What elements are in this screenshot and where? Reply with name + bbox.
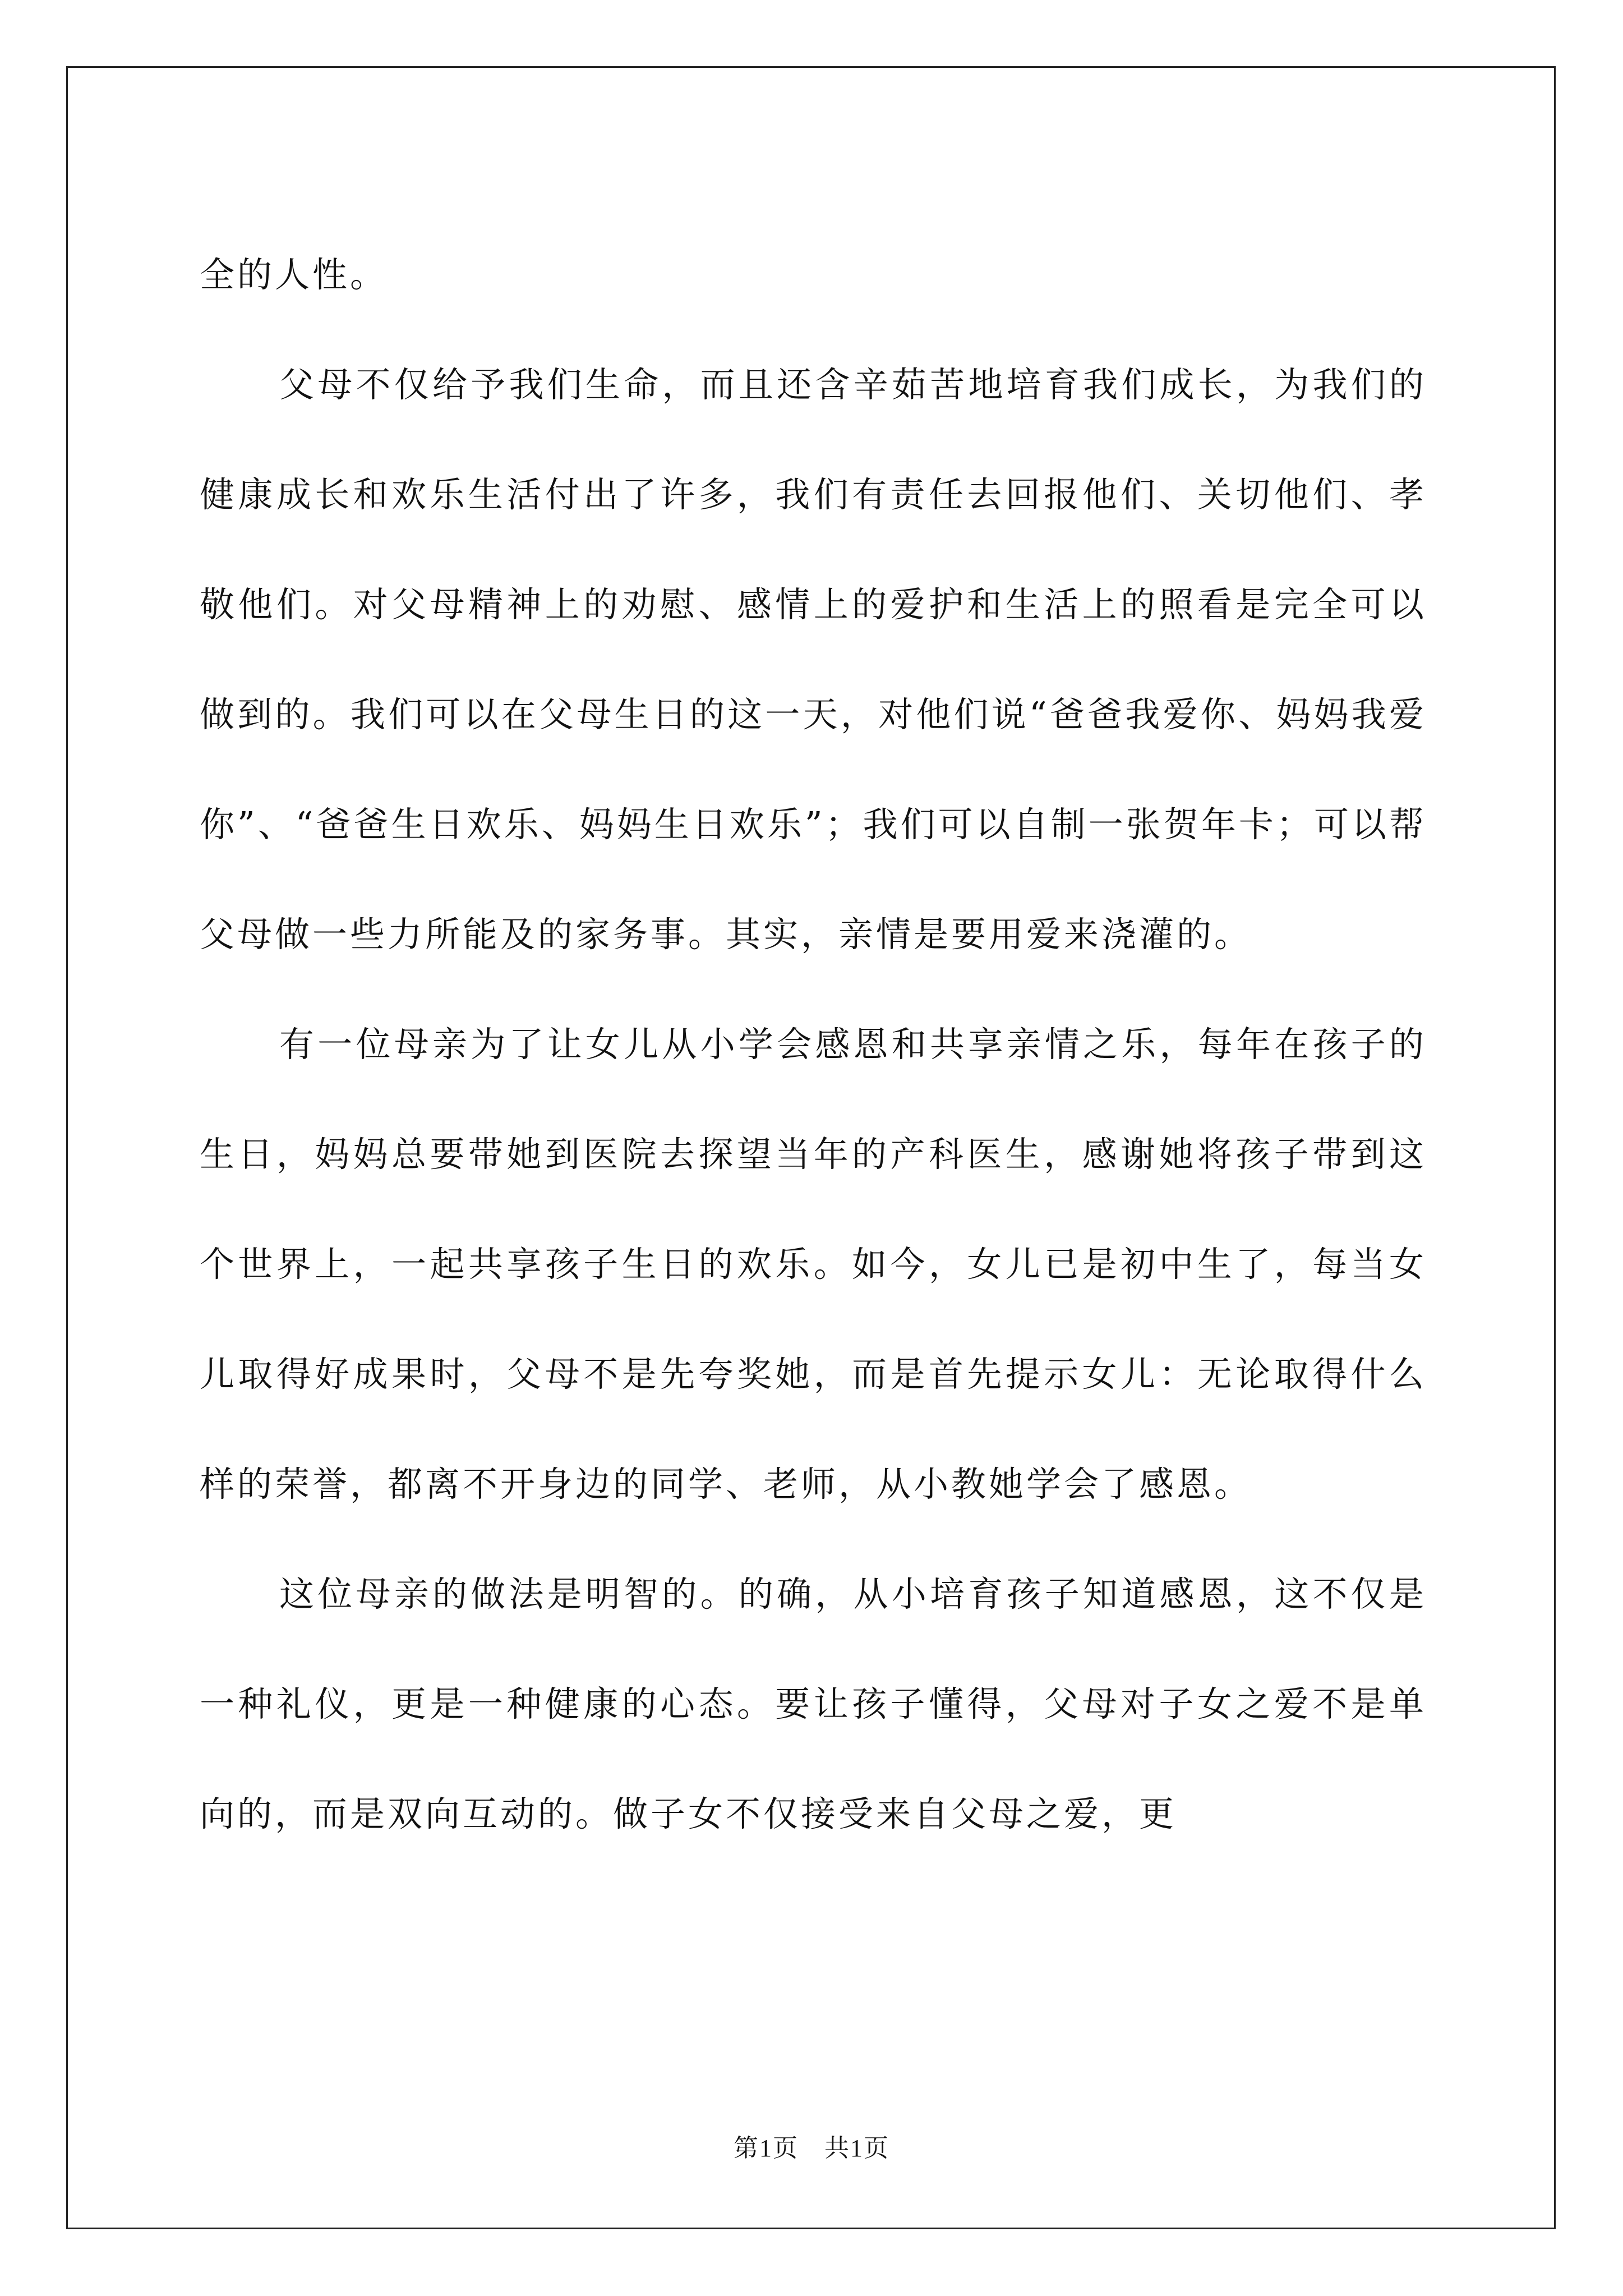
paragraph-1: 全的人性。 bbox=[200, 254, 388, 295]
document-body bbox=[200, 220, 1427, 1869]
paragraph-4: 这位母亲的做法是明智的。的确，从小培育孩子知道感恩，这不仅是一种礼仪，更是一种健康的心态。要让孩子懂得，父母对子女之爱不是单向的，而是双向互动的。做子女不仅接受来自父母之爱，更 bbox=[200, 1573, 1427, 1834]
paragraph-3: 有一位母亲为了让女儿从小学会感恩和共享亲情之乐，每年在孩子的生日，妈妈总要带她到医院去探望当年的产科医生，感谢她将孩子带到这个世界上，一起共享孩子生日的欢乐。如今，女儿已是初中生了，每当女儿取得好成果时，父母不是先夸奖她，而是首先提示女儿：无论取得什么样的荣誉，都离不开身边的同学、老师，从小教她学会了感恩。 bbox=[200, 1024, 1427, 1504]
page-number-footer: 第1页 共1页 bbox=[734, 2134, 889, 2162]
paragraph-2: 父母不仅给予我们生命，而且还含辛茹苦地培育我们成长，为我们的健康成长和欢乐生活付出了许多，我们有责任去回报他们、关切他们、孝敬他们。对父母精神上的劝慰、感情上的爱护和生活上的照看是完全可以做到的。我们可以在父母生日的这一天，对他们说“爸爸我爱你、妈妈我爱你”、“爸爸生日欢乐、妈妈生日欢乐”；我们可以自制一张贺年卡；可以帮父母做一些力所能及的家务事。其实，亲情是要用爱来浇灌的。 bbox=[200, 364, 1427, 955]
